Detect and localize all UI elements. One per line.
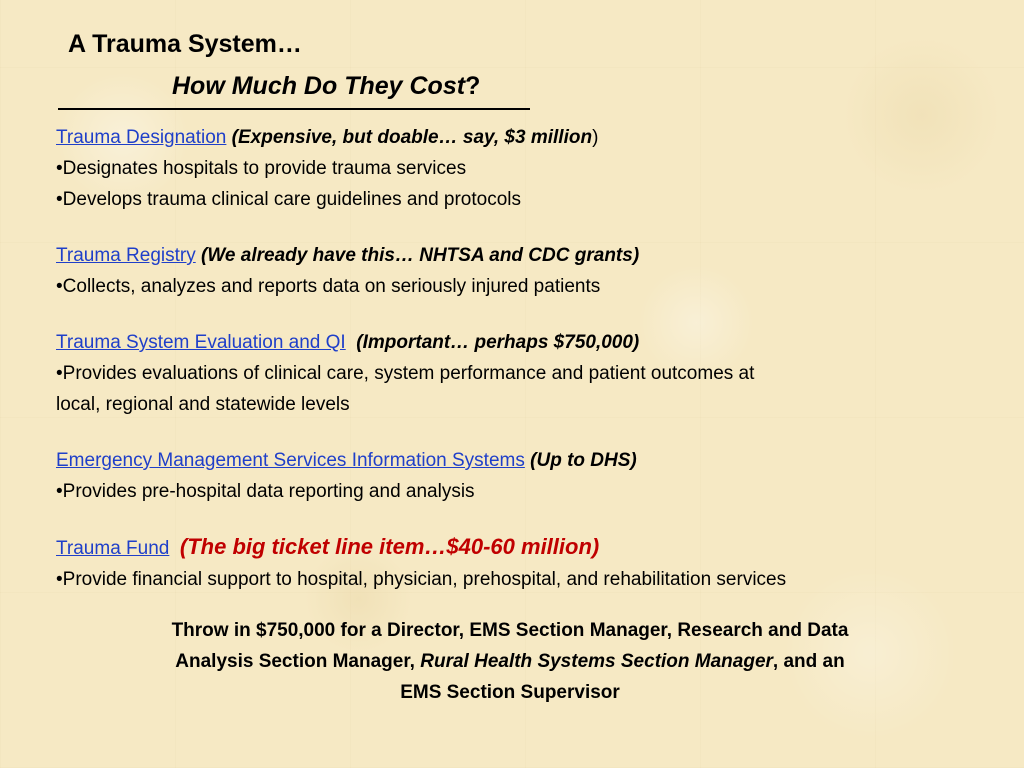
section-heading	[56, 327, 984, 358]
title-line-2	[172, 70, 480, 102]
summary-note	[90, 615, 930, 708]
bullet-item: •Provides pre-hospital data reporting and analysis	[56, 481, 475, 502]
link-trauma-registry[interactable]: Trauma Registry	[56, 245, 196, 266]
link-trauma-fund[interactable]: Trauma Fund	[56, 538, 170, 559]
section-heading	[56, 122, 984, 153]
title-question: How Much Do They Cost	[172, 72, 466, 100]
bullet-item: local, regional and statewide levels	[56, 394, 350, 415]
title-line-1: A Trauma System…	[68, 30, 302, 58]
section-trauma-system-evaluation	[56, 327, 984, 420]
summary-line-3: EMS Section Supervisor	[400, 682, 620, 703]
bullet-item: •Designates hospitals to provide trauma services	[56, 158, 467, 179]
cost-note: (Important… perhaps $750,000)	[356, 332, 640, 353]
section-trauma-fund	[56, 531, 984, 595]
section-heading	[56, 445, 984, 476]
title-underline	[58, 108, 530, 110]
link-trauma-designation[interactable]: Trauma Designation	[56, 127, 227, 148]
cost-note: (We already have this… NHTSA and CDC grants)	[201, 245, 640, 266]
cost-note: (Expensive, but doable… say, $3 million	[231, 127, 593, 148]
section-trauma-registry	[56, 240, 984, 302]
section-trauma-designation	[56, 122, 984, 215]
summary-line-2-start: Analysis Section Manager,	[175, 651, 421, 672]
link-trauma-system-evaluation[interactable]: Trauma System Evaluation and QI	[56, 332, 346, 353]
section-ems-information-systems	[56, 445, 984, 507]
cost-note: (Up to DHS)	[530, 450, 637, 471]
bullet-item: •Provides evaluations of clinical care, system performance and patient outcomes at	[56, 363, 755, 384]
summary-line-1: Throw in $750,000 for a Director, EMS Section Manager, Research and Data	[171, 620, 849, 641]
cost-note-paren: )	[592, 127, 599, 148]
link-ems-information-systems[interactable]: Emergency Management Services Information Systems	[56, 450, 525, 471]
bullet-item: •Develops trauma clinical care guidelines and protocols	[56, 189, 522, 210]
summary-line-2	[90, 646, 930, 677]
title-question-mark: ?	[465, 72, 481, 100]
section-heading	[56, 531, 984, 564]
bullet-item: •Provide financial support to hospital, physician, prehospital, and rehabilitation services	[56, 569, 787, 590]
summary-line-2-end: , and an	[772, 651, 845, 672]
summary-rural-health-manager: Rural Health Systems Section Manager	[420, 651, 773, 672]
cost-note-highlight: (The big ticket line item…$40-60 million)	[179, 534, 600, 559]
bullet-item: •Collects, analyzes and reports data on seriously injured patients	[56, 276, 601, 297]
section-heading	[56, 240, 984, 271]
